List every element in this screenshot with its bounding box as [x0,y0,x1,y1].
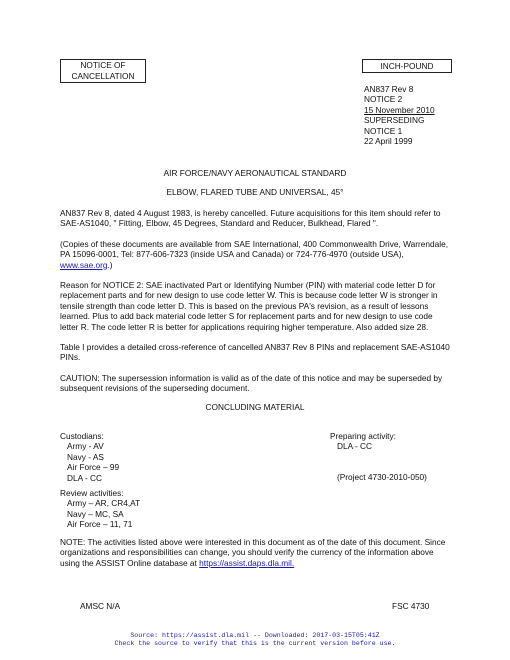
paragraph-table-ref: Table I provides a detailed cross-reference of cancelled AN837 Rev 8 PINs and replacement SAE-AS1040 PINs. [60,342,450,363]
revision-notice: NOTICE 2 [364,94,403,105]
paragraph-copies [60,239,453,270]
review-item: Air Force – 11, 71 [67,519,133,530]
notice-box-line2: CANCELLATION [71,71,135,81]
preparing-value: DLA - CC [337,441,373,452]
note-text: NOTE: The activities listed above were interested in this document as of the date of this document. Since organizations and responsibilities can change, you should verify the currency of the information above using the ASSIST Online database at [60,537,446,568]
assist-link[interactable]: https://assist.daps.dla.mil. [199,557,295,568]
custodian-item: Air Force – 99 [67,462,120,473]
inch-pound-box [362,59,452,73]
preparing-label: Preparing activity: [330,431,396,441]
concluding-heading: CONCLUDING MATERIAL [205,402,305,412]
amsc-label: AMSC N/A [80,601,121,611]
revision-doc: AN837 Rev 8 [364,84,414,94]
review-block [60,488,260,530]
inch-pound-label: INCH-POUND [380,61,434,71]
body [60,208,453,394]
custodian-item: DLA - CC [67,472,103,483]
source-line-1: Source: https://assist.dla.mil -- Downloaded: 2017-03-15T05:41Z [130,632,380,639]
standard-title: AIR FORCE/NAVY AERONAUTICAL STANDARD [163,168,347,178]
review-label: Review activities: [60,488,124,498]
revision-block [364,84,474,146]
revision-date: 15 November 2010 [364,104,435,115]
preparing-block [330,431,460,452]
paragraph-reason: Reason for NOTICE 2: SAE inactivated Part or Identifying Number (PIN) with material code letter D for replacement parts and for new design to use code letter W. This is because code letter W is stronger in tensile strength than code letter D. This is based on the previous PA's revision, as a result of lessons learned. Plus to add back material code letter S for replacement parts and for new design to use code letter R. The code letter R is better for applications requiring higher temperature. Also added size 28. [60,280,438,332]
notice-box-line1: NOTICE OF [80,60,126,70]
fsc-label: FSC 4730 [392,601,430,611]
notice-of-cancellation-box [60,59,146,83]
sae-link[interactable]: www.sae.org [60,259,108,270]
custodians-block [60,431,260,483]
custodian-item: Army - AV [67,441,104,452]
custodians-label: Custodians: [60,431,104,441]
revision-prev-notice: NOTICE 1 [364,125,403,136]
copies-text-end: .) [107,259,113,270]
review-item: Army – AR, CR4,AT [67,498,141,509]
note-paragraph [60,537,453,568]
revision-prev-date: 22 April 1999 [364,136,413,147]
paragraph-caution: CAUTION: The supersession information is valid as of the date of this notice and may be superseded by subsequent revisions of the superseding document. [60,372,443,394]
source-line-2: Check the source to verify that this is the current version before use. [114,640,396,647]
custodian-item: Navy - AS [67,451,104,462]
project-number: (Project 4730-2010-050) [337,472,427,482]
revision-superseding: SUPERSEDING [364,115,425,126]
subject-title: ELBOW, FLARED TUBE AND UNIVERSAL, 45° [166,187,344,197]
paragraph-cancellation: AN837 Rev 8, dated 4 August 1983, is hereby cancelled. Future acquisitions for this item should refer to SAE-AS1040, " Fitting, Elbow, 45 Degrees, Standard and Reducer, Bulkhead, Flared ". [60,208,441,229]
copies-text: (Copies of these documents are available from SAE International, 400 Commonwealth Drive, Warrendale, PA 15096-0001, Tel: 877-606-7323 (inside USA and Canada) or 724-776-4970 (outside USA), [60,238,448,260]
review-item: Navy – MC, SA [67,508,124,519]
